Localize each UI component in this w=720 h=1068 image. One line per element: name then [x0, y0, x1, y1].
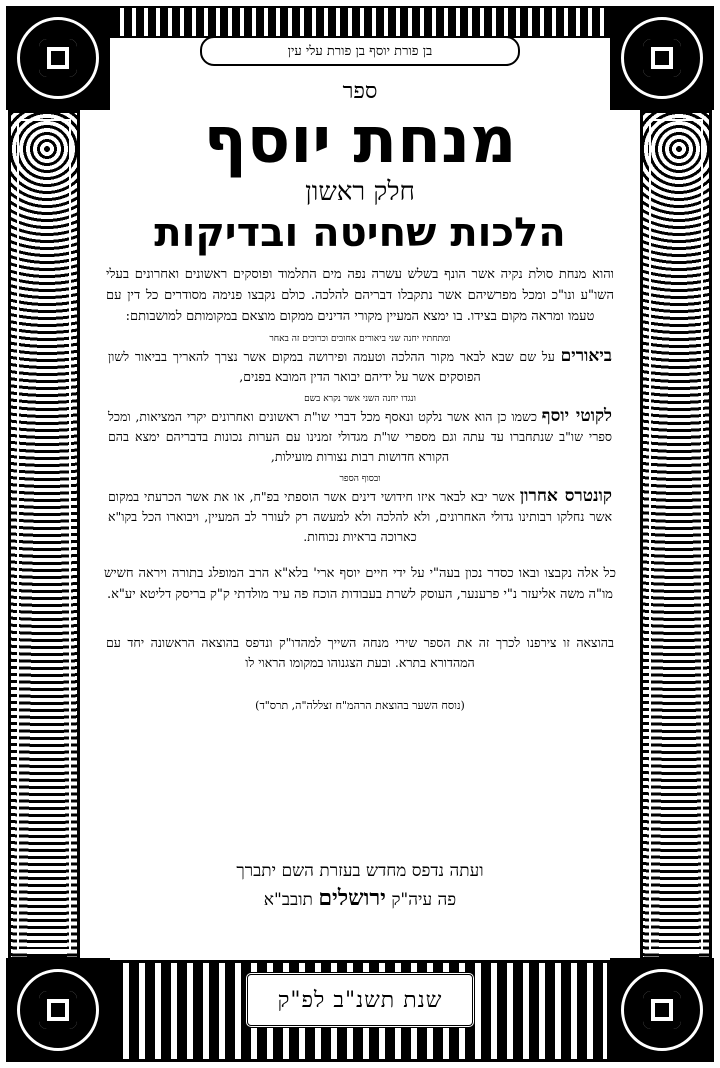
section-heading: ומתחתיו יחנה שני ביאורים אחובים וכרוכים זה באחר	[269, 334, 451, 344]
motto-text: בן פורת יוסף בן פורת עלי עין	[287, 44, 433, 59]
section-text: על שם שבא לבאר מקור ההלכה וטעמה ופירושה במקום אשר נצרך להאריך בביאור לשון הפוסקים אשר על ידיהם יבואר הדין המובא בפנים,	[108, 349, 555, 384]
corner-ornament-top-left	[6, 6, 110, 110]
section-heading: ונגדו יחנה השני אשר נקרא בשם	[304, 394, 416, 404]
corner-ornament-bottom-left	[6, 958, 110, 1062]
editor-credit: כל אלה נקבצו ובאו כסדר נכון בעה"י על ידי חיים יוסף ארי' בלא"א הרב המופלג בתורה ויראה חשיש מו"ה משה אליעזר נ"י פרענער, העוסק לשרת בעבודות הוכח פה עיר מולדתי ק"ק בריסק דליטא יע"א.	[104, 566, 616, 602]
place-prefix: פה עיה"ק	[391, 890, 457, 910]
place-name: ירושלים	[318, 885, 386, 911]
section-biurim	[108, 346, 612, 387]
place-suffix: תובב"א	[263, 890, 313, 910]
sefer-label: ספר	[342, 79, 378, 104]
place-line	[100, 884, 620, 914]
printing-info	[100, 858, 620, 914]
section-name: ביאורים	[560, 346, 612, 366]
section-name: לקוטי יוסף	[541, 406, 612, 426]
publication-year: שנת תשנ"ב לפ"ק	[277, 988, 443, 1013]
top-ornament-band	[110, 6, 610, 38]
section-likutei-yosef	[108, 406, 612, 467]
section-name: קונטרס אחרון	[519, 486, 612, 506]
right-ornament-border	[640, 110, 712, 960]
section-kuntres-acharon	[108, 486, 612, 547]
corner-ornament-bottom-right	[610, 958, 714, 1062]
title-content	[100, 78, 620, 712]
motto-banner	[200, 36, 520, 66]
subject-title: הלכות שחיטה ובדיקות	[154, 210, 566, 256]
left-ornament-border	[8, 110, 80, 960]
edition-note: בהוצאה זו צירפנו לכרך זה את הספר שירי מנחה השייך למהדו"ק ונדפס בהוצאה הראשונה יחד עם המהדורא בתרא. ובעת הצגנוהו במקומו הראוי לו	[106, 635, 614, 670]
section-heading: ובסוף הספר	[339, 474, 381, 484]
source-note: (נוסח השער בהוצאת הרהמ"ח זצללה"ה, תרס"ד)	[255, 699, 465, 712]
part-label: חלק ראשון	[305, 177, 415, 207]
book-title: מנחת יוסף	[203, 104, 517, 178]
section-text: אשר יבא לבאר איזו חידושי דינים אשר הוספתי בפ"ח, או את אשר הכרעתי במקום אשר נחלקו רבותינו גדולי האחרונים, ולא להלכה ולא למעשה רק לעורר לב המעיין, ויבוארו הכל בקו"א כארוכה בראיות נכוחות.	[108, 489, 612, 544]
description: והוא מנחת סולת נקיה אשר הונף בשלש עשרה נפה מים התלמוד ופוסקים ראשונים ואחרונים בעלי השו"ע ונו"כ ומכל מפרשיהם אשר נתקבלו דבריהם להלכה. כולם נקבצו פנימה מסודרים כל דין עם טעמו ומראה מקום בצידו. בו ימצא המעיין מקורי הדינים ממקום מוצאם במקומותם למושבותם:	[106, 267, 614, 324]
section-text: כשמו כן הוא אשר נלקט ונאסף מכל דברי שו"ת ראשונים ואחרונים יקרי המציאות, ומכל ספרי שו"ב שנתחברו עד עתה וגם מספרי שו"ת מגדולי זמנינו עם הערות נכונות בדבריהם ימצא בהם הקורא חדושות רבות נצורות מועילות,	[108, 409, 612, 464]
corner-ornament-top-right	[610, 6, 714, 110]
reprint-line: ועתה נדפס מחדש בעזרת השם יתברך	[236, 861, 484, 881]
year-cartouche	[245, 972, 475, 1028]
